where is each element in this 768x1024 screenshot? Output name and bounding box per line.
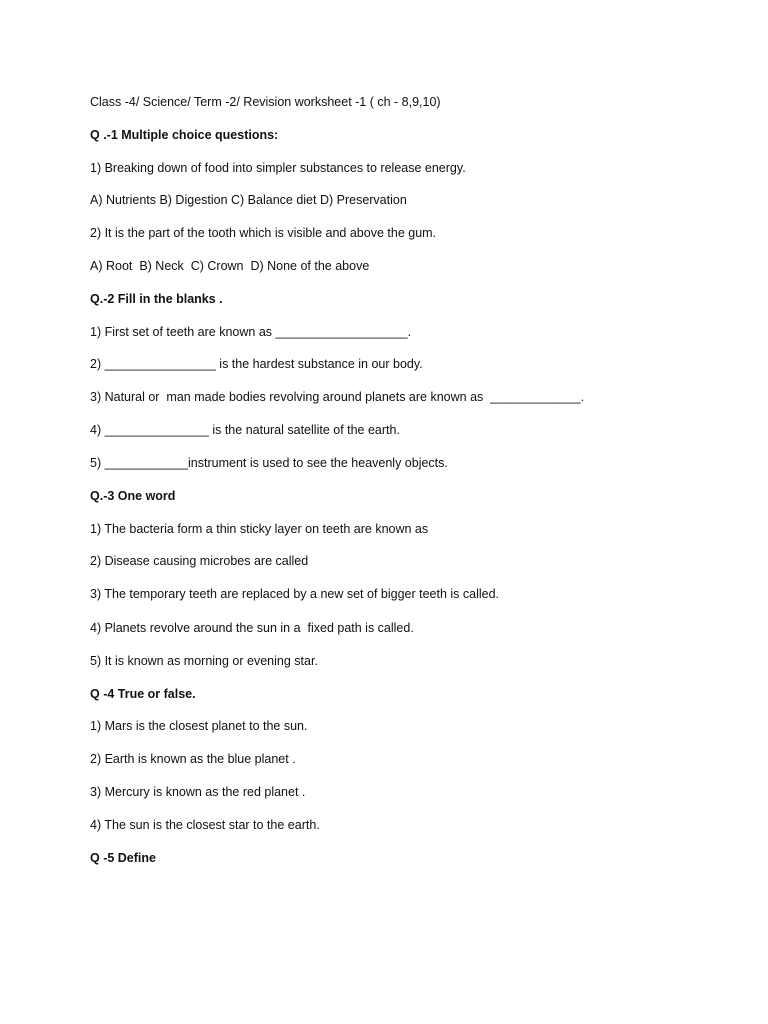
section-heading-q1: Q .-1 Multiple choice questions: — [90, 128, 279, 142]
question-line: 2) Earth is known as the blue planet . — [90, 752, 296, 766]
question-line: 1) Mars is the closest planet to the sun. — [90, 719, 308, 733]
worksheet-page — [90, 0, 730, 1024]
question-line: 4) The sun is the closest star to the earth. — [90, 818, 320, 832]
question-line: 2) ________________ is the hardest substance in our body. — [90, 357, 423, 371]
question-line: 1) The bacteria form a thin sticky layer on teeth are known as — [90, 522, 429, 536]
section-heading-q3: Q.-3 One word — [90, 489, 176, 503]
options-line: A) Nutrients B) Digestion C) Balance diet D) Preservation — [90, 193, 407, 207]
question-line: 4) _______________ is the natural satellite of the earth. — [90, 423, 400, 437]
section-heading-q5: Q -5 Define — [90, 851, 156, 865]
question-line: 1) Breaking down of food into simpler substances to release energy. — [90, 161, 466, 175]
question-line: 3) Mercury is known as the red planet . — [90, 785, 306, 799]
question-line: 5) It is known as morning or evening star. — [90, 654, 318, 668]
question-line: 3) Natural or man made bodies revolving around planets are known as _____________. — [90, 390, 585, 404]
section-heading-q4: Q -4 True or false. — [90, 687, 196, 701]
worksheet-title: Class -4/ Science/ Term -2/ Revision worksheet -1 ( ch - 8,9,10) — [90, 95, 441, 109]
question-line: 2) Disease causing microbes are called — [90, 554, 309, 568]
question-line: 3) The temporary teeth are replaced by a new set of bigger teeth is called. — [90, 587, 500, 601]
question-line: 5) ____________instrument is used to see the heavenly objects. — [90, 456, 448, 470]
question-line: 4) Planets revolve around the sun in a fixed path is called. — [90, 621, 414, 635]
options-line: A) Root B) Neck C) Crown D) None of the above — [90, 259, 370, 273]
question-line: 2) It is the part of the tooth which is visible and above the gum. — [90, 226, 437, 240]
question-line: 1) First set of teeth are known as ___________________. — [90, 325, 412, 339]
section-heading-q2: Q.-2 Fill in the blanks . — [90, 292, 223, 306]
